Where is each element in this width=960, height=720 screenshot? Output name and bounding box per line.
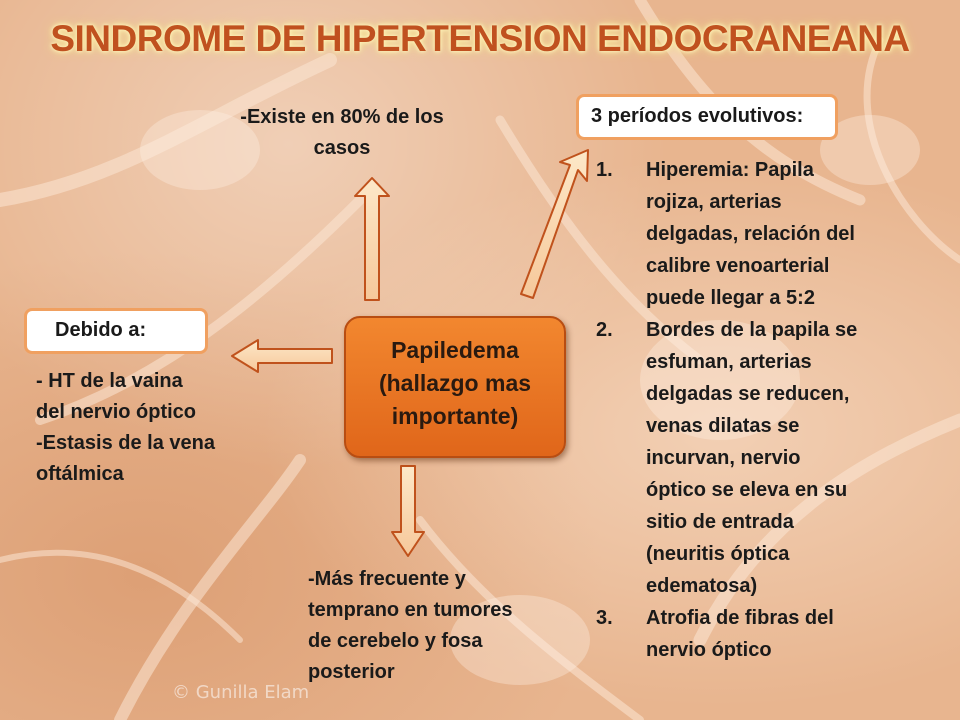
arrow-up bbox=[355, 178, 389, 300]
center-line-3: importante) bbox=[391, 403, 519, 429]
period-line: esfuman, arterias bbox=[646, 351, 812, 373]
bottom-note-line-4: posterior bbox=[308, 661, 395, 683]
period-line: nervio óptico bbox=[646, 639, 772, 661]
period-number: 2. bbox=[596, 319, 613, 341]
top-note bbox=[222, 102, 462, 164]
top-note-line-1: -Existe en 80% de los bbox=[240, 106, 444, 128]
center-line-2: (hallazgo mas bbox=[378, 370, 532, 396]
period-line: Hiperemia: Papila bbox=[646, 159, 814, 181]
bottom-note-line-3: de cerebelo y fosa bbox=[308, 630, 483, 652]
cause-line-2: del nervio óptico bbox=[36, 401, 197, 423]
period-line: rojiza, arterias bbox=[646, 191, 782, 213]
top-note-line-2: casos bbox=[313, 137, 371, 159]
arrow-down bbox=[392, 466, 424, 556]
watermark: © Gunilla Elam bbox=[172, 682, 310, 703]
cause-line-4: oftálmica bbox=[36, 463, 124, 485]
cause-line-1: - HT de la vaina bbox=[36, 370, 183, 392]
bottom-note-line-2: temprano en tumores bbox=[308, 599, 513, 621]
period-line: venas dilatas se bbox=[646, 415, 800, 437]
bottom-note bbox=[308, 564, 568, 688]
center-line-1: Papiledema bbox=[391, 337, 519, 363]
period-line: óptico se eleva en su bbox=[646, 479, 848, 501]
period-item-2 bbox=[596, 314, 896, 602]
period-number: 3. bbox=[596, 607, 613, 629]
period-line: incurvan, nervio bbox=[646, 447, 801, 469]
period-line: calibre venoarterial bbox=[646, 255, 830, 277]
page-title: SINDROME DE HIPERTENSION ENDOCRANEANA bbox=[50, 18, 910, 59]
bottom-note-line-1: -Más frecuente y bbox=[308, 568, 466, 590]
period-line: sitio de entrada bbox=[646, 511, 794, 533]
debido-a-label-box bbox=[24, 308, 208, 354]
period-line: edematosa) bbox=[646, 575, 758, 597]
debido-a-label: Debido a: bbox=[55, 319, 147, 341]
period-line: delgadas, relación del bbox=[646, 223, 855, 245]
left-causes bbox=[36, 366, 266, 490]
periods-label-box bbox=[576, 94, 838, 140]
period-line: Bordes de la papila se bbox=[646, 319, 858, 341]
period-item-1 bbox=[596, 154, 896, 314]
period-line: Atrofia de fibras del bbox=[646, 607, 834, 629]
period-line: (neuritis óptica bbox=[646, 543, 790, 565]
period-line: delgadas se reducen, bbox=[646, 383, 850, 405]
periods-list bbox=[596, 154, 896, 666]
central-node-papiledema bbox=[344, 316, 566, 458]
period-line: puede llegar a 5:2 bbox=[646, 287, 815, 309]
arrow-diagonal bbox=[521, 150, 588, 298]
period-item-3 bbox=[596, 602, 896, 666]
cause-line-3: -Estasis de la vena bbox=[36, 432, 215, 454]
period-number: 1. bbox=[596, 159, 613, 181]
periods-label: 3 períodos evolutivos: bbox=[591, 105, 804, 127]
